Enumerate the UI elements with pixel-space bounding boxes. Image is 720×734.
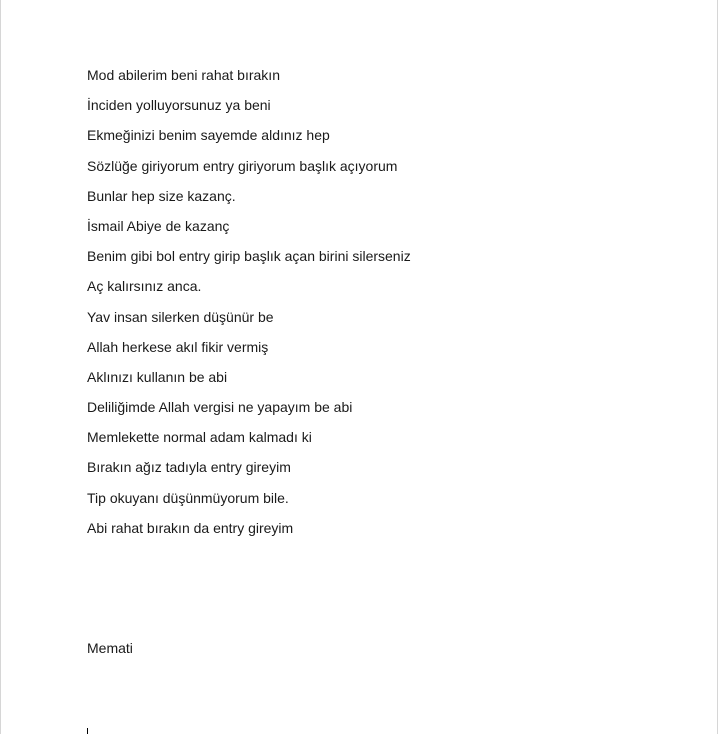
text-line: Aç kalırsınız anca. [87, 278, 202, 295]
text-line: Sözlüğe giriyorum entry giriyorum başlık açıyorum [87, 157, 398, 174]
signature-line: Memati [87, 640, 133, 656]
text-line: Memlekette normal adam kalmadı ki [87, 429, 312, 446]
text-line: Abi rahat bırakın da entry gireyim [87, 519, 294, 536]
text-line: Tip okuyanı düşünmüyorum bile. [87, 489, 289, 506]
text-line: Ekmeğinizi benim sayemde aldınız hep [87, 127, 330, 144]
text-line: Bırakın ağız tadıyla entry gireyim [87, 459, 291, 476]
text-line: Allah herkese akıl fikir vermiş [87, 338, 269, 355]
text-line: Bunlar hep size kazanç. [87, 187, 236, 204]
text-cursor [87, 728, 88, 734]
text-line: Aklınızı kullanın be abi [87, 368, 228, 385]
text-line: Deliliğimde Allah vergisi ne yapayım be abi [87, 399, 353, 416]
text-line: Mod abilerim beni rahat bırakın [87, 67, 280, 83]
text-line: İsmail Abiye de kazanç [87, 217, 230, 234]
text-line: İnciden yolluyorsunuz ya beni [87, 97, 271, 114]
document-body[interactable] [87, 66, 687, 549]
text-line: Benim gibi bol entry girip başlık açan birini silerseniz [87, 248, 411, 265]
text-line: Yav insan silerken düşünür be [87, 308, 274, 325]
